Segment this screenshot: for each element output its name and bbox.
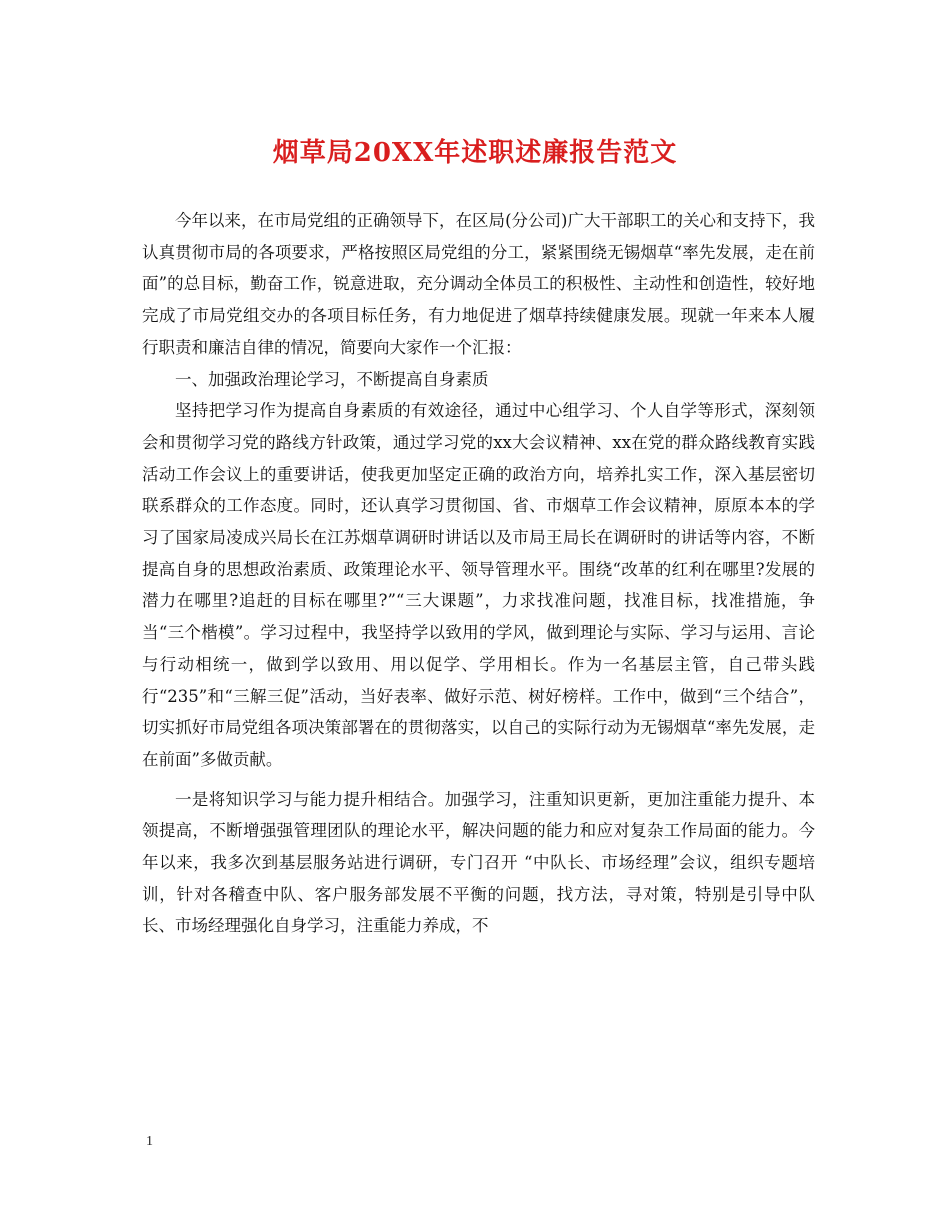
paragraph-intro: 今年以来，在市局党组的正确领导下，在区局(分公司)广大干部职工的关心和支持下，我认真贯彻市局的各项要求，严格按照区局党组的分工，紧紧围绕无锡烟草“率先发展，走在前面”的总目标，勤奋工作，锐意进取，充分调动全体员工的积极性、主动性和创造性，较好地完成了市局党组交办的各项目标任务，有力地促进了烟草持续健康发展。现就一年来本人履行职责和廉洁自律的情况，简要向大家作一个汇报： bbox=[142, 211, 815, 357]
paragraph-knowledge: 一是将知识学习与能力提升相结合。加强学习，注重知识更新，更加注重能力提升、本领提高，不断增强强管理团队的理论水平，解决问题的能力和应对复杂工作局面的能力。今年以来，我多次到基层服务站进行调研，专门召开 “中队长、市场经理”会议，组织专题培训，针对各稽查中队、客户服务部发展不平衡的问题，找方法，寻对策，特别是引导中队长、市场经理强化自身学习，注重能力养成，不 bbox=[142, 789, 815, 936]
page-number: 1 bbox=[146, 1134, 153, 1149]
document-body bbox=[142, 205, 815, 942]
section-heading-1: 一、加强政治理论学习，不断提高自身素质 bbox=[175, 369, 489, 389]
paragraph-study: 坚持把学习作为提高自身素质的有效途径，通过中心组学习、个人自学等形式，深刻领会和贯彻学习党的路线方针政策，通过学习党的xx大会议精神、xx在党的群众路线教育实践活动工作会议上的重要讲话，使我更加坚定正确的政治方向，培养扎实工作，深入基层密切联系群众的工作态度。同时，还认真学习贯彻国、省、市烟草工作会议精神，原原本本的学习了国家局凌成兴局长在江苏烟草调研时讲话以及市局王局长在调研时的讲话等内容，不断提高自身的思想政治素质、政策理论水平、领导管理水平。围绕“改革的红利在哪里?发展的潜力在哪里?追赶的目标在哪里?”“三大课题”，力求找准问题，找准目标，找准措施，争当“三个楷模”。学习过程中，我坚持学以致用的学风，做到理论与实际、学习与运用、言论与行动相统一，做到学以致用、用以促学、学用相长。作为一名基层主管，自己带头践行“235”和“三解三促”活动，当好表率、做好示范、树好榜样。工作中，做到“三个结合”，切实抓好市局党组各项决策部署在的贯彻落实，以自己的实际行动为无锡烟草“率先发展，走在前面”多做贡献。 bbox=[142, 401, 815, 769]
document-title: 烟草局20XX年述职述廉报告范文 bbox=[272, 138, 678, 168]
